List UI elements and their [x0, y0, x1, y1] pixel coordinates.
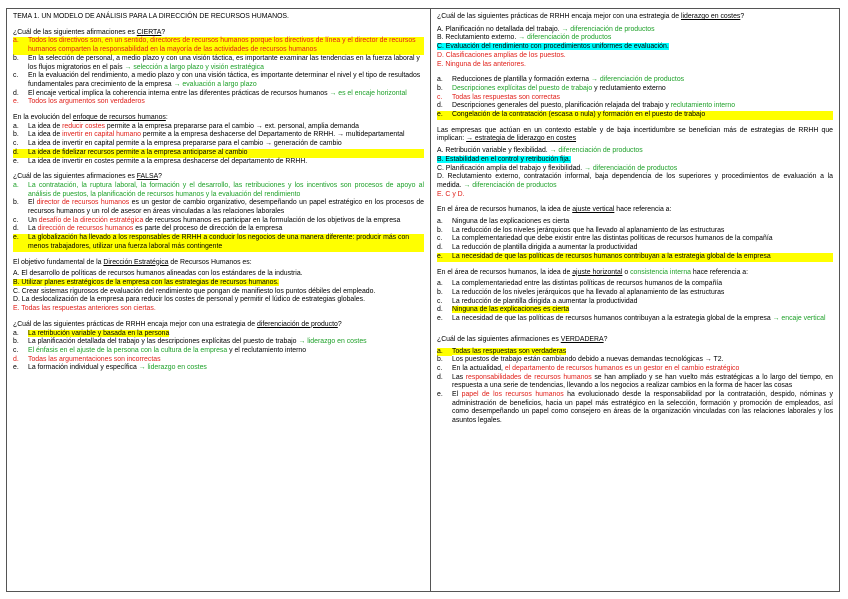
option-c: C. Planificación amplia del trabajo y flexibilidad. → diferenciación de productos	[437, 164, 678, 172]
option-e: e. Todos los argumentos son verdaderos	[13, 98, 145, 106]
option-e: e. La globalización ha llevado a los responsables de RRHH a conducir los negocios de una manera diferente: producir más con menos trabajadores, utilizar una fuerza laboral más contingente	[13, 234, 424, 251]
question-ajuste-horizontal: En el área de recursos humanos, la idea de ajuste horizontal o consistencia interna hace referencia a:	[437, 268, 749, 276]
option-c: c. El énfasis en el ajuste de la persona con la cultura de la empresa y el reclutamiento interno	[13, 346, 307, 354]
option-c: c. La idea de invertir en capital permite a la empresa prepararse para el cambio → generación de cambio	[13, 140, 342, 148]
option-b: B. Estabilidad en el control y retribución fija.	[437, 155, 571, 163]
option-a: a. Todas las respuestas son verdaderas	[437, 347, 567, 355]
option-e: E. Todas las respuestas anteriores son ciertas.	[13, 305, 156, 313]
option-d: d. El encaje vertical implica la coherencia interna entre las diferentes prácticas de recursos humanos → es el encaje horizontal	[13, 89, 407, 97]
option-d: d. La dirección de recursos humanos es parte del proceso de dirección de la empresa	[13, 225, 283, 233]
option-e: E. C y D.	[437, 190, 465, 198]
question-liderazgo-costes: ¿Cuál de las siguientes prácticas de RRHH encaja mejor con una estrategia de liderazgo en costes?	[437, 13, 745, 20]
option-b: b. La planificación detallada del trabajo y las descripciones explícitas del puesto de trabajo → liderazgo en costes	[13, 338, 367, 346]
option-d: d. Descripciones generales del puesto, planificación relajada del trabajo y reclutamiento interno	[437, 102, 736, 110]
option-e: e. Congelación de la contratación (escasa o nula) y formación en el puesto de trabajo	[437, 111, 833, 120]
option-a: a. La idea de reducir costes permite a la empresa prepararse para el cambio → ext. personal, amplia demanda	[13, 122, 359, 130]
option-d: d. Las responsabilidades de recursos humanos se han ampliado y se han vuelto más estratégicas a lo largo del tiempo, en respuesta a una serie de tendencias, llevando a los negocios a realizar cambios en la forma de hacer las cosas	[437, 373, 833, 390]
option-b: B. Utilizar planes estratégicos de la empresa con las estrategias de recursos humanos.	[13, 278, 279, 286]
option-b: b. El director de recursos humanos es un gestor de cambio organizativo, desempeñando un papel estratégico en los procesos de recursos humanos y un rol de asesor en áreas vinculadas a las relaciones laborales	[13, 199, 424, 216]
option-a: a. La contratación, la ruptura laboral, la formación y el desarrollo, las retribuciones y los incentivos son procesos de apoyo al análisis de puestos, la planificación de recursos humanos y la evaluación del rendimiento	[13, 181, 424, 198]
option-b: b. Descripciones explícitas del puesto de trabajo y reclutamiento externo	[437, 84, 666, 92]
left-column	[7, 9, 431, 591]
option-b: b. En la selección de personal, a medio plazo y con una visión táctica, es importante examinar las tendencias en la fuerza laboral y los flujos migratorios en el país → selección a largo plazo y visión estratégica	[13, 54, 420, 71]
option-b: b. La reducción de los niveles jerárquicos que ha llevado al aplanamiento de las estructuras	[437, 288, 725, 296]
option-a: a. Ninguna de las explicaciones es cierta	[437, 218, 570, 226]
exam-page	[6, 8, 840, 592]
question-cierta: ¿Cuál de las siguientes afirmaciones es CIERTA?	[13, 28, 166, 36]
question-diferenciacion: ¿Cuál de las siguientes prácticas de RRHH encaja mejor con una estrategia de diferenciación de producto?	[13, 320, 342, 328]
option-c: c. Un desafío de la dirección estratégica de recursos humanos es participar en la formulación de los objetivos de la empresa	[13, 216, 401, 224]
option-e: e. La necesidad de que las políticas de recursos humanos contribuyan a la estrategia global de la empresa → encaje vertical	[437, 315, 826, 323]
option-a: a. La retribución variable y basada en la persona	[13, 329, 170, 337]
option-d: d. La idea de fidelizar recursos permite a la empresa anticiparse al cambio	[13, 149, 424, 158]
option-b: b. Los puestos de trabajo están cambiando debido a nuevas demandas tecnológicas → T2.	[437, 356, 724, 364]
option-e: E. Ninguna de las anteriores.	[437, 60, 526, 68]
option-a: a. Reducciones de plantilla y formación externa → diferenciación de productos	[437, 76, 685, 84]
question-direccion-estrategica: El objetivo fundamental de la Dirección Estratégica de Recursos Humanos es:	[13, 258, 252, 266]
option-d: d. Ninguna de las explicaciones es cierta	[437, 306, 570, 314]
option-c: c. En la actualidad, el departamento de recursos humanos es un gestor en el cambio estratégico	[437, 364, 740, 372]
option-c: c. En la evaluación del rendimiento, a medio plazo y con una visión táctica, es importante determinar el nivel y el tipo de resultados fundamentales para crecimiento de la empresa → evaluación a largo plazo	[13, 72, 421, 88]
option-d: D. La deslocalización de la empresa para reducir los costes de personal y permitir el lúdico de estrategias globales.	[13, 296, 365, 304]
option-d: d. La reducción de plantilla dirigida a aumentar la productividad	[437, 244, 638, 252]
question-ajuste-vertical: En el área de recursos humanos, la idea de ajuste vertical hace referencia a:	[437, 206, 672, 214]
question-contexto-estable: Las empresas que actúan en un contexto estable y de baja incertidumbre se benefician más de estrategias de RRHH que implican: → estrategia de liderazgo en costes	[437, 126, 833, 143]
option-a: A. El desarrollo de políticas de recursos humanos alineadas con los estándares de la industria.	[13, 270, 303, 278]
option-b: B. Reclutamiento externo. → diferenciación de productos	[437, 34, 612, 42]
page-title: TEMA 1. UN MODELO DE ANÁLISIS PARA LA DIRECCIÓN DE RECURSOS HUMANOS.	[13, 13, 289, 20]
option-d: D. Clasificaciones amplias de los puestos.	[437, 51, 566, 59]
option-c: c. Todas las respuestas son correctas	[437, 93, 561, 101]
option-a: A. Retribución variable y flexibilidad. → diferenciación de productos	[437, 147, 643, 155]
option-a: A. Planificación no detallada del trabajo. → diferenciación de productos	[437, 25, 655, 33]
option-e: e. El papel de los recursos humanos ha evolucionado desde la responsabilidad por la contratación, despido, nóminas y administración de beneficios, hacia un papel más estratégico en la selección, formación y promoción de empleados, así como desempeñando un papel como consejero en áreas de la organización vinculadas con las relaciones laborales y los asuntos legales.	[437, 391, 834, 425]
option-e: e. La formación individual y específica → liderazgo en costes	[13, 364, 207, 372]
option-e: e. La idea de invertir en costes permite a la empresa deshacerse del departamento de RRHH.	[13, 157, 308, 165]
question-verdadera: ¿Cuál de las siguientes afirmaciones es VERDADERA?	[437, 335, 608, 343]
option-c: C. Evaluación del rendimiento con procedimientos uniformes de evaluación.	[437, 43, 669, 51]
option-d: d. Todas las argumentaciones son incorrectas	[13, 355, 161, 363]
option-d: D. Reclutamiento externo, contratación informal, baja dependencia de los superiores y procedimientos de evaluación a la medida. → diferenciación de productos	[437, 173, 833, 189]
option-e: e. La necesidad de que las políticas de recursos humanos contribuyan a la estrategia global de la empresa	[437, 253, 833, 262]
option-a: a. La complementariedad entre las distintas políticas de recursos humanos de la compañía	[437, 280, 723, 288]
option-b: b. La reducción de los niveles jerárquicos que ha llevado al aplanamiento de las estructuras	[437, 226, 725, 234]
option-c: C. Crear sistemas rigurosos de evaluación del rendimiento que pongan de manifiesto los puntos débiles del empleado.	[13, 287, 376, 295]
question-falsa: ¿Cuál de las siguientes afirmaciones es FALSA?	[13, 173, 163, 181]
option-b: b. La idea de invertir en capital humano permite a la empresa deshacerse del Departamento de RRHH. → multidepartamental	[13, 131, 405, 139]
option-c: c. La reducción de plantilla dirigida a aumentar la productividad	[437, 297, 638, 305]
right-column	[431, 9, 839, 591]
option-c: c. La complementariedad que debe existir entre las distintas políticas de recursos humanos de la compañía	[437, 235, 773, 243]
question-enfoque: En la evolución del enfoque de recursos humanos:	[13, 114, 168, 122]
option-a: a. Todos los directivos son, en un sentido, directores de recursos humanos porque los directivos de línea y el director de recursos humanos comparten la responsabilidad en la mayoría de las actividades de recursos humanos	[13, 37, 424, 54]
